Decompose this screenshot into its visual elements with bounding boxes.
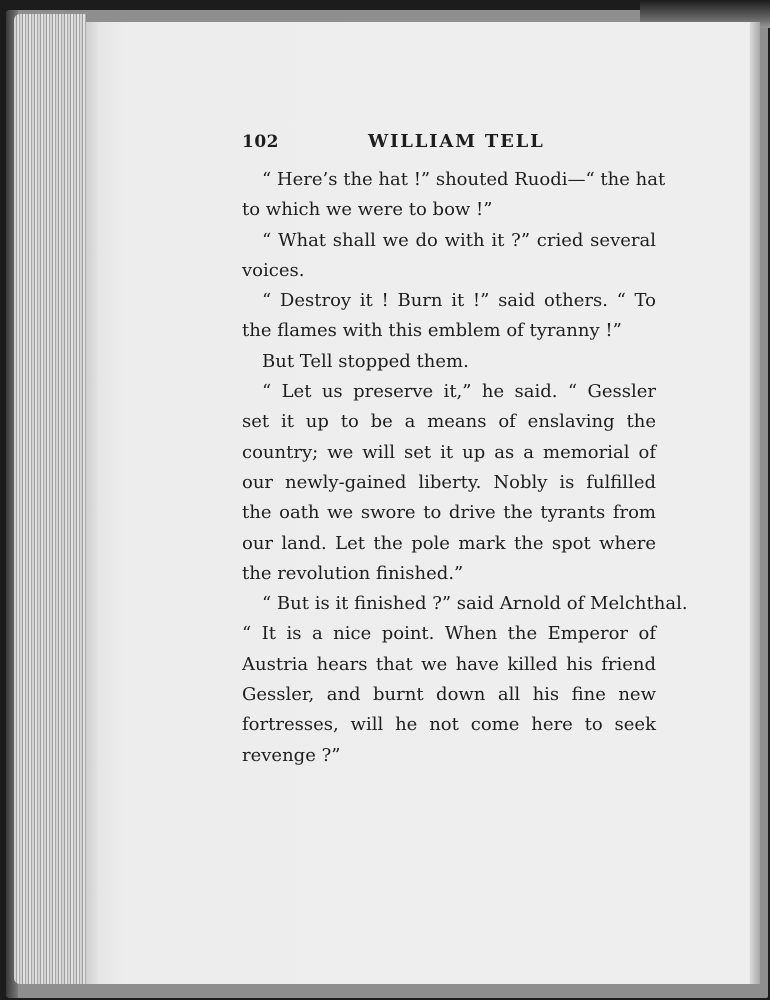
text-line: the oath we swore to drive the tyrants from xyxy=(242,502,656,524)
running-title: WILLIAM TELL xyxy=(368,131,545,152)
text-line: to which we were to bow !” xyxy=(242,199,493,221)
text-line: our land. Let the pole mark the spot where xyxy=(242,532,656,554)
page-right-edge xyxy=(750,22,760,984)
text-line: our newly-gained liberty. Nobly is fulfilled xyxy=(242,471,656,493)
text-line: “ Here’s the hat !” shouted Ruodi—“ the hat xyxy=(262,169,666,190)
text-line: voices. xyxy=(242,259,305,281)
text-line: “ It is a nice point. When the Emperor of xyxy=(242,623,656,645)
text-line: “ Let us preserve it,” he said. “ Gessler xyxy=(262,381,656,403)
text-line: fortresses, will he not come here to seek xyxy=(242,714,656,736)
running-head xyxy=(242,131,656,157)
page-edges xyxy=(14,14,86,984)
text-line: “ Destroy it ! Burn it !” said others. “ To xyxy=(262,290,656,312)
text-line: country; we will set it up as a memorial of xyxy=(242,441,656,463)
page-number: 102 xyxy=(242,132,279,152)
text-line: revenge ?” xyxy=(242,744,341,766)
text-line: But Tell stopped them. xyxy=(262,350,469,372)
text-line: “ But is it finished ?” said Arnold of Melchthal. xyxy=(262,593,688,615)
text-line: the flames with this emblem of tyranny !” xyxy=(242,320,622,342)
page-text-block xyxy=(242,131,688,771)
text-line: Austria hears that we have killed his friend xyxy=(242,653,656,675)
text-line: “ What shall we do with it ?” cried several xyxy=(262,229,656,251)
text-line: the revolution finished.” xyxy=(242,562,464,584)
text-line: Gessler, and burnt down all his fine new xyxy=(242,684,656,706)
text-line: set it up to be a means of enslaving the xyxy=(242,411,656,433)
